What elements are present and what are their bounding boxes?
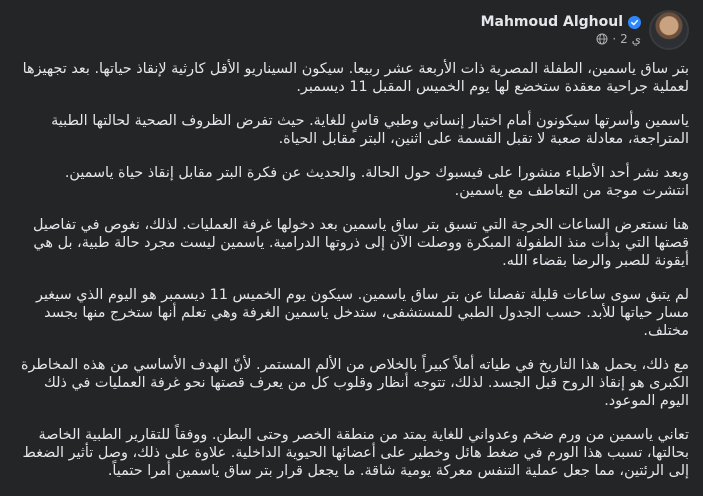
post-timestamp[interactable]: 2 ي: [620, 32, 641, 46]
author-avatar[interactable]: [649, 10, 689, 50]
author-name[interactable]: Mahmoud Alghoul: [480, 14, 623, 30]
post-paragraph: ياسمين وأسرتها سيكونون أمام اختبار إنساني وطبي قاسٍ للغاية. حيث تفرض الظروف الصحية لحالتها الطبية المتراجعة، معادلة صعبة لا تقبل القسمة على اثنين، البتر مقابل الحياة.: [51, 113, 689, 147]
verified-badge-icon: [628, 16, 641, 29]
globe-icon[interactable]: [596, 33, 608, 45]
author-name-row: [481, 14, 641, 30]
post-paragraph: بتر ساق ياسمين، الطفلة المصرية ذات الأربعة عشر ربيعا. سيكون السيناريو الأقل كارثية لإنقاذ حياتها. بعد تجهيزها لعملية جراحية معقدة ستخضع لها يوم الخميس المقبل 11 ديسمبر.: [22, 61, 689, 95]
post-meta: [596, 32, 641, 46]
post-body: [14, 60, 689, 496]
author-info: [481, 14, 641, 46]
post-paragraph: وبعد نشر أحد الأطباء منشورا على فيسبوك حول الحالة. والحديث عن فكرة البتر مقابل إنقاذ حياة ياسمين. انتشرت موجة من التعاطف مع ياسمين.: [64, 165, 689, 199]
post-paragraph: هنا نستعرض الساعات الحرجة التي تسبق بتر ساق ياسمين بعد دخولها غرفة العمليات. لذلك، نغوص في تفاصيل قصتها التي بدأت منذ الطفولة المبكرة ووصلت الآن إلى ذروتها الدرامية. ياسمين ليست مجرد حالة طبية، بل هي أيقونة للصبر والرضا بقضاء الله.: [32, 217, 689, 269]
meta-separator: ·: [612, 32, 617, 46]
post-paragraph: لم يتبق سوى ساعات قليلة تفصلنا عن بتر ساق ياسمين. سيكون يوم الخميس 11 ديسمبر هو اليوم الذي سيغير مسار حياتها للأبد. حسب الجدول الطبي للمستشفى، ستدخل ياسمين الغرفة وهي تعلم أنها ستخرج منها بجسد مختلف.: [36, 287, 689, 339]
post-paragraph: تعاني ياسمين من ورم ضخم وعدواني للغاية يمتد من منطقة الخصر وحتى البطن. ووفقاً للتقارير الطبية الخاصة بحالتها، تسبب هذا الورم في ضغط هائل وخطير على أعضائها الحيوية الداخلية. علاوة على ذلك، وصل تأثير الضغط إلى الرئتين، مما جعل عملية التنفس معركة يومية شاقة. ما يجعل قرار بتر ساق ياسمين أمرا حتمياً.: [22, 427, 689, 479]
post-header: [481, 10, 689, 50]
post-paragraph: مع ذلك، يحمل هذا التاريخ في طياته أملاً كبيراً بالخلاص من الألم المستمر. لأنّ الهدف الأساسي من هذه المخاطرة الكبرى هو إنقاذ الروح قبل الجسد. لذلك، تتوجه أنظار وقلوب كل من يعرف قصتها نحو غرفة العمليات في ذلك اليوم الموعود.: [20, 357, 689, 409]
